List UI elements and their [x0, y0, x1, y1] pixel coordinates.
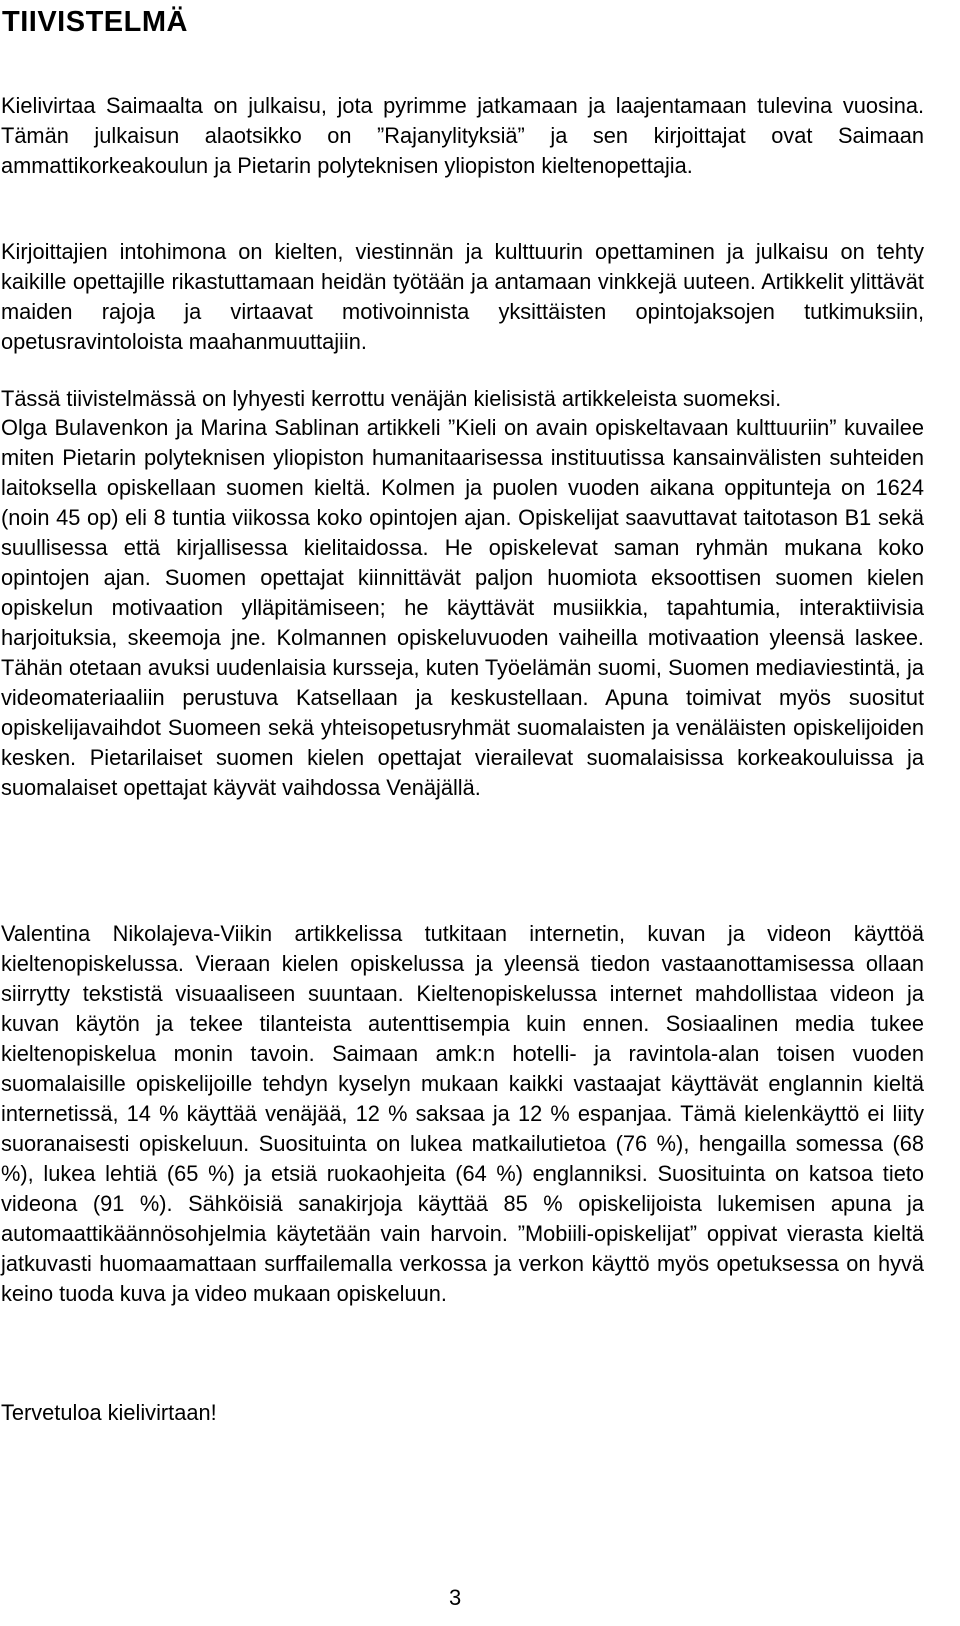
paragraph-summary-note: Tässä tiivistelmässä on lyhyesti kerrottu venäjän kielisistä artikkeleista suomeksi. — [1, 386, 782, 411]
paragraph-nikolajeva-viikki: Valentina Nikolajeva-Viikin artikkelissa tutkitaan internetin, kuvan ja videon käyttöä kieltenopiskelussa. Vieraan kielen opiskelussa ja yleensä tiedon vastaanottamisessa ollaan siirrytty tekstistä visuaaliseen suuntaan. Kieltenopiskelussa internet mahdollistaa videon ja kuvan käytön ja tekee tilanteista autenttisempia kuin ennen. Sosiaalinen media tukee kieltenopiskelua monin tavoin. Saimaan amk:n hotelli- ja ravintola-alan toisen vuoden suomalaisille opiskelijoille tehdyn kyselyn mukaan kaikki vastaajat käyttävät englannin kieltä internetissä, 14 % käyttää venäjää, 12 % saksaa ja 12 % espanjaa. Tämä kielenkäyttö ei liity suoranaisesti opiskeluun. Suosituinta on lukea matkailutietoa (76 %), hengailla somessa (68 %), lukea lehtiä (65 %) ja etsiä ruokaohjeita (64 %) englanniksi. Suosituinta on katsoa tieto videona (91 %). Sähköisiä sanakirjoja käyttää 85 % opiskelijoista lukemisen apuna ja automaattikäännösohjelmia käytetään vain harvoin. ”Mobiili-opiskelijat” oppivat vierasta kieltä jatkuvasti huomaamattaan surffailemalla verkossa ja verkon käyttö myös opetuksessa on hyvä keino tuoda kuva ja video mukaan opiskeluun. — [1, 921, 924, 1306]
paragraph-closing: Tervetuloa kielivirtaan! — [1, 1400, 217, 1425]
page-number: 3 — [449, 1585, 462, 1610]
page-title: TIIVISTELMÄ — [2, 6, 188, 38]
paragraph-bulavenko-sablina: Olga Bulavenkon ja Marina Sablinan artikkeli ”Kieli on avain opiskeltavaan kulttuuriin” kuvailee miten Pietarin polyteknisen yliopiston humanitaarisessa instituutissa kansainvälisten suhteiden laitoksella opiskellaan suomen kieltä. Kolmen ja puolen vuoden aikana oppitunteja on 1624 (noin 45 op) eli 8 tuntia viikossa koko opintojen ajan. Opiskelijat saavuttavat taitotason B1 sekä suullisessa että kirjallisessa kielitaidossa. He opiskelevat saman ryhmän mukana koko opintojen ajan. Suomen opettajat kiinnittävät paljon huomiota eksoottisen suomen kielen opiskelun motivaation ylläpitämiseen; he käyttävät musiikkia, tapahtumia, interaktiivisia harjoituksia, skeemoja jne. Kolmannen opiskeluvuoden vaiheilla motivaation yleensä laskee. Tähän otetaan avuksi uudenlaisia kursseja, kuten Työelämän suomi, Suomen mediaviestintä, ja videomateriaaliin perustuva Katsellaan ja keskustellaan. Apuna toimivat myös suositut opiskelijavaihdot Suomeen sekä yhteisopetusryhmät suomalaisten ja venäläisten opiskelijoiden kesken. Pietarilaiset suomen kielen opettajat vierailevat suomalaisissa korkeakouluissa ja suomalaiset opettajat käyvät vaihdossa Venäjällä. — [1, 415, 924, 800]
paragraph-intro: Kielivirtaa Saimaalta on julkaisu, jota pyrimme jatkamaan ja laajentamaan tulevina vuosina. Tämän julkaisun alaotsikko on ”Rajanylityksiä” ja sen kirjoittajat ovat Saimaan ammattikorkeakoulun ja Pietarin polyteknisen yliopiston kieltenopettajia. — [1, 93, 924, 178]
paragraph-authors: Kirjoittajien intohimona on kielten, viestinnän ja kulttuurin opettaminen ja julkaisu on tehty kaikille opettajille rikastuttamaan heidän työtään ja antamaan vinkkejä uuteen. Artikkelit ylittävät maiden rajoja ja virtaavat motivoinnista yksittäisten opintojaksojen tutkimuksiin, opetusravintoloista maahanmuuttajiin. — [1, 239, 924, 354]
